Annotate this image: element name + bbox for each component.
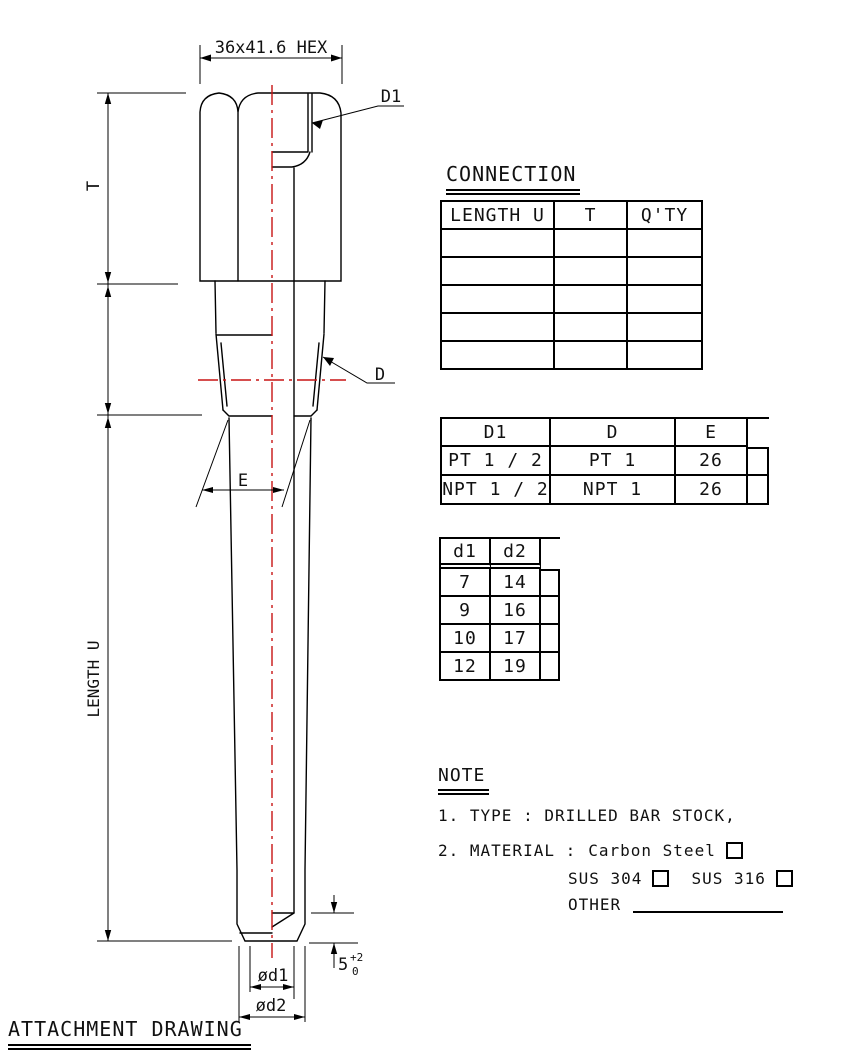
note-material-label: 2. MATERIAL : bbox=[438, 841, 577, 860]
dia-d1-label: ød1 bbox=[257, 966, 289, 986]
d-label: D bbox=[374, 365, 386, 385]
bore-row: 10 17 bbox=[439, 625, 560, 653]
d1-label: D1 bbox=[380, 87, 402, 107]
connection-title: CONNECTION bbox=[446, 162, 580, 191]
note-material-row2 bbox=[568, 869, 793, 888]
connection-empty-row bbox=[440, 258, 703, 286]
bore-table bbox=[439, 537, 560, 681]
length-u-label: LENGTH U bbox=[84, 640, 103, 718]
bore-header-row bbox=[439, 537, 560, 569]
thread-col-d: D bbox=[551, 419, 676, 447]
material-option-sus316: SUS 316 bbox=[691, 869, 766, 888]
material-option-other-label: OTHER bbox=[568, 895, 622, 914]
connection-empty-row bbox=[440, 230, 703, 258]
other-material-blank[interactable] bbox=[633, 896, 783, 913]
bore-col-d2: d2 bbox=[491, 539, 541, 569]
connection-empty-row bbox=[440, 314, 703, 342]
thread-col-e: E bbox=[676, 419, 748, 447]
material-option-sus304: SUS 304 bbox=[568, 869, 643, 888]
hex-dimension-label: 36x41.6 HEX bbox=[214, 38, 328, 58]
sus316-checkbox[interactable] bbox=[776, 870, 793, 887]
bore-row: 9 16 bbox=[439, 597, 560, 625]
tip-dim-tol-lower: 0 bbox=[352, 965, 359, 978]
connection-col-length-u: LENGTH U bbox=[442, 202, 555, 230]
thread-col-d1: D1 bbox=[442, 419, 551, 447]
bore-row: 12 19 bbox=[439, 653, 560, 681]
t-label: T bbox=[84, 180, 104, 192]
connection-table bbox=[440, 200, 703, 370]
dimension-lines bbox=[97, 45, 404, 1022]
material-option-carbon-steel: Carbon Steel bbox=[588, 841, 716, 860]
centerlines bbox=[198, 85, 346, 958]
sheet-title: ATTACHMENT DRAWING bbox=[8, 1017, 251, 1046]
thread-row-pt: PT 1 / 2 PT 1 26 bbox=[440, 447, 769, 476]
connection-empty-row bbox=[440, 286, 703, 314]
note-material-row3 bbox=[568, 895, 783, 914]
connection-header-row bbox=[440, 200, 703, 230]
connection-empty-row bbox=[440, 342, 703, 370]
note-item-type-text: 1. TYPE : DRILLED BAR STOCK, bbox=[438, 806, 736, 825]
thread-row-npt: NPT 1 / 2 NPT 1 26 bbox=[440, 476, 769, 505]
note-block bbox=[438, 765, 818, 930]
thread-table bbox=[440, 417, 769, 505]
dimension-arrowheads bbox=[105, 55, 342, 1021]
part-outline bbox=[200, 93, 341, 941]
thread-header-row bbox=[440, 417, 769, 447]
tip-dim-value: 5 bbox=[338, 955, 349, 975]
bore-row: 7 14 bbox=[439, 569, 560, 597]
note-item-material bbox=[438, 841, 743, 860]
drawing-labels bbox=[84, 38, 401, 1016]
connection-col-t: T bbox=[555, 202, 628, 230]
note-item-type bbox=[438, 806, 736, 825]
note-title: NOTE bbox=[438, 765, 489, 791]
connection-col-qty: Q'TY bbox=[628, 202, 703, 230]
sus304-checkbox[interactable] bbox=[652, 870, 669, 887]
tip-dim-tol-upper: +2 bbox=[350, 951, 364, 964]
carbon-steel-checkbox[interactable] bbox=[726, 842, 743, 859]
e-label: E bbox=[237, 471, 249, 491]
dia-d2-label: ød2 bbox=[255, 996, 287, 1016]
bore-col-d1: d1 bbox=[441, 539, 491, 569]
